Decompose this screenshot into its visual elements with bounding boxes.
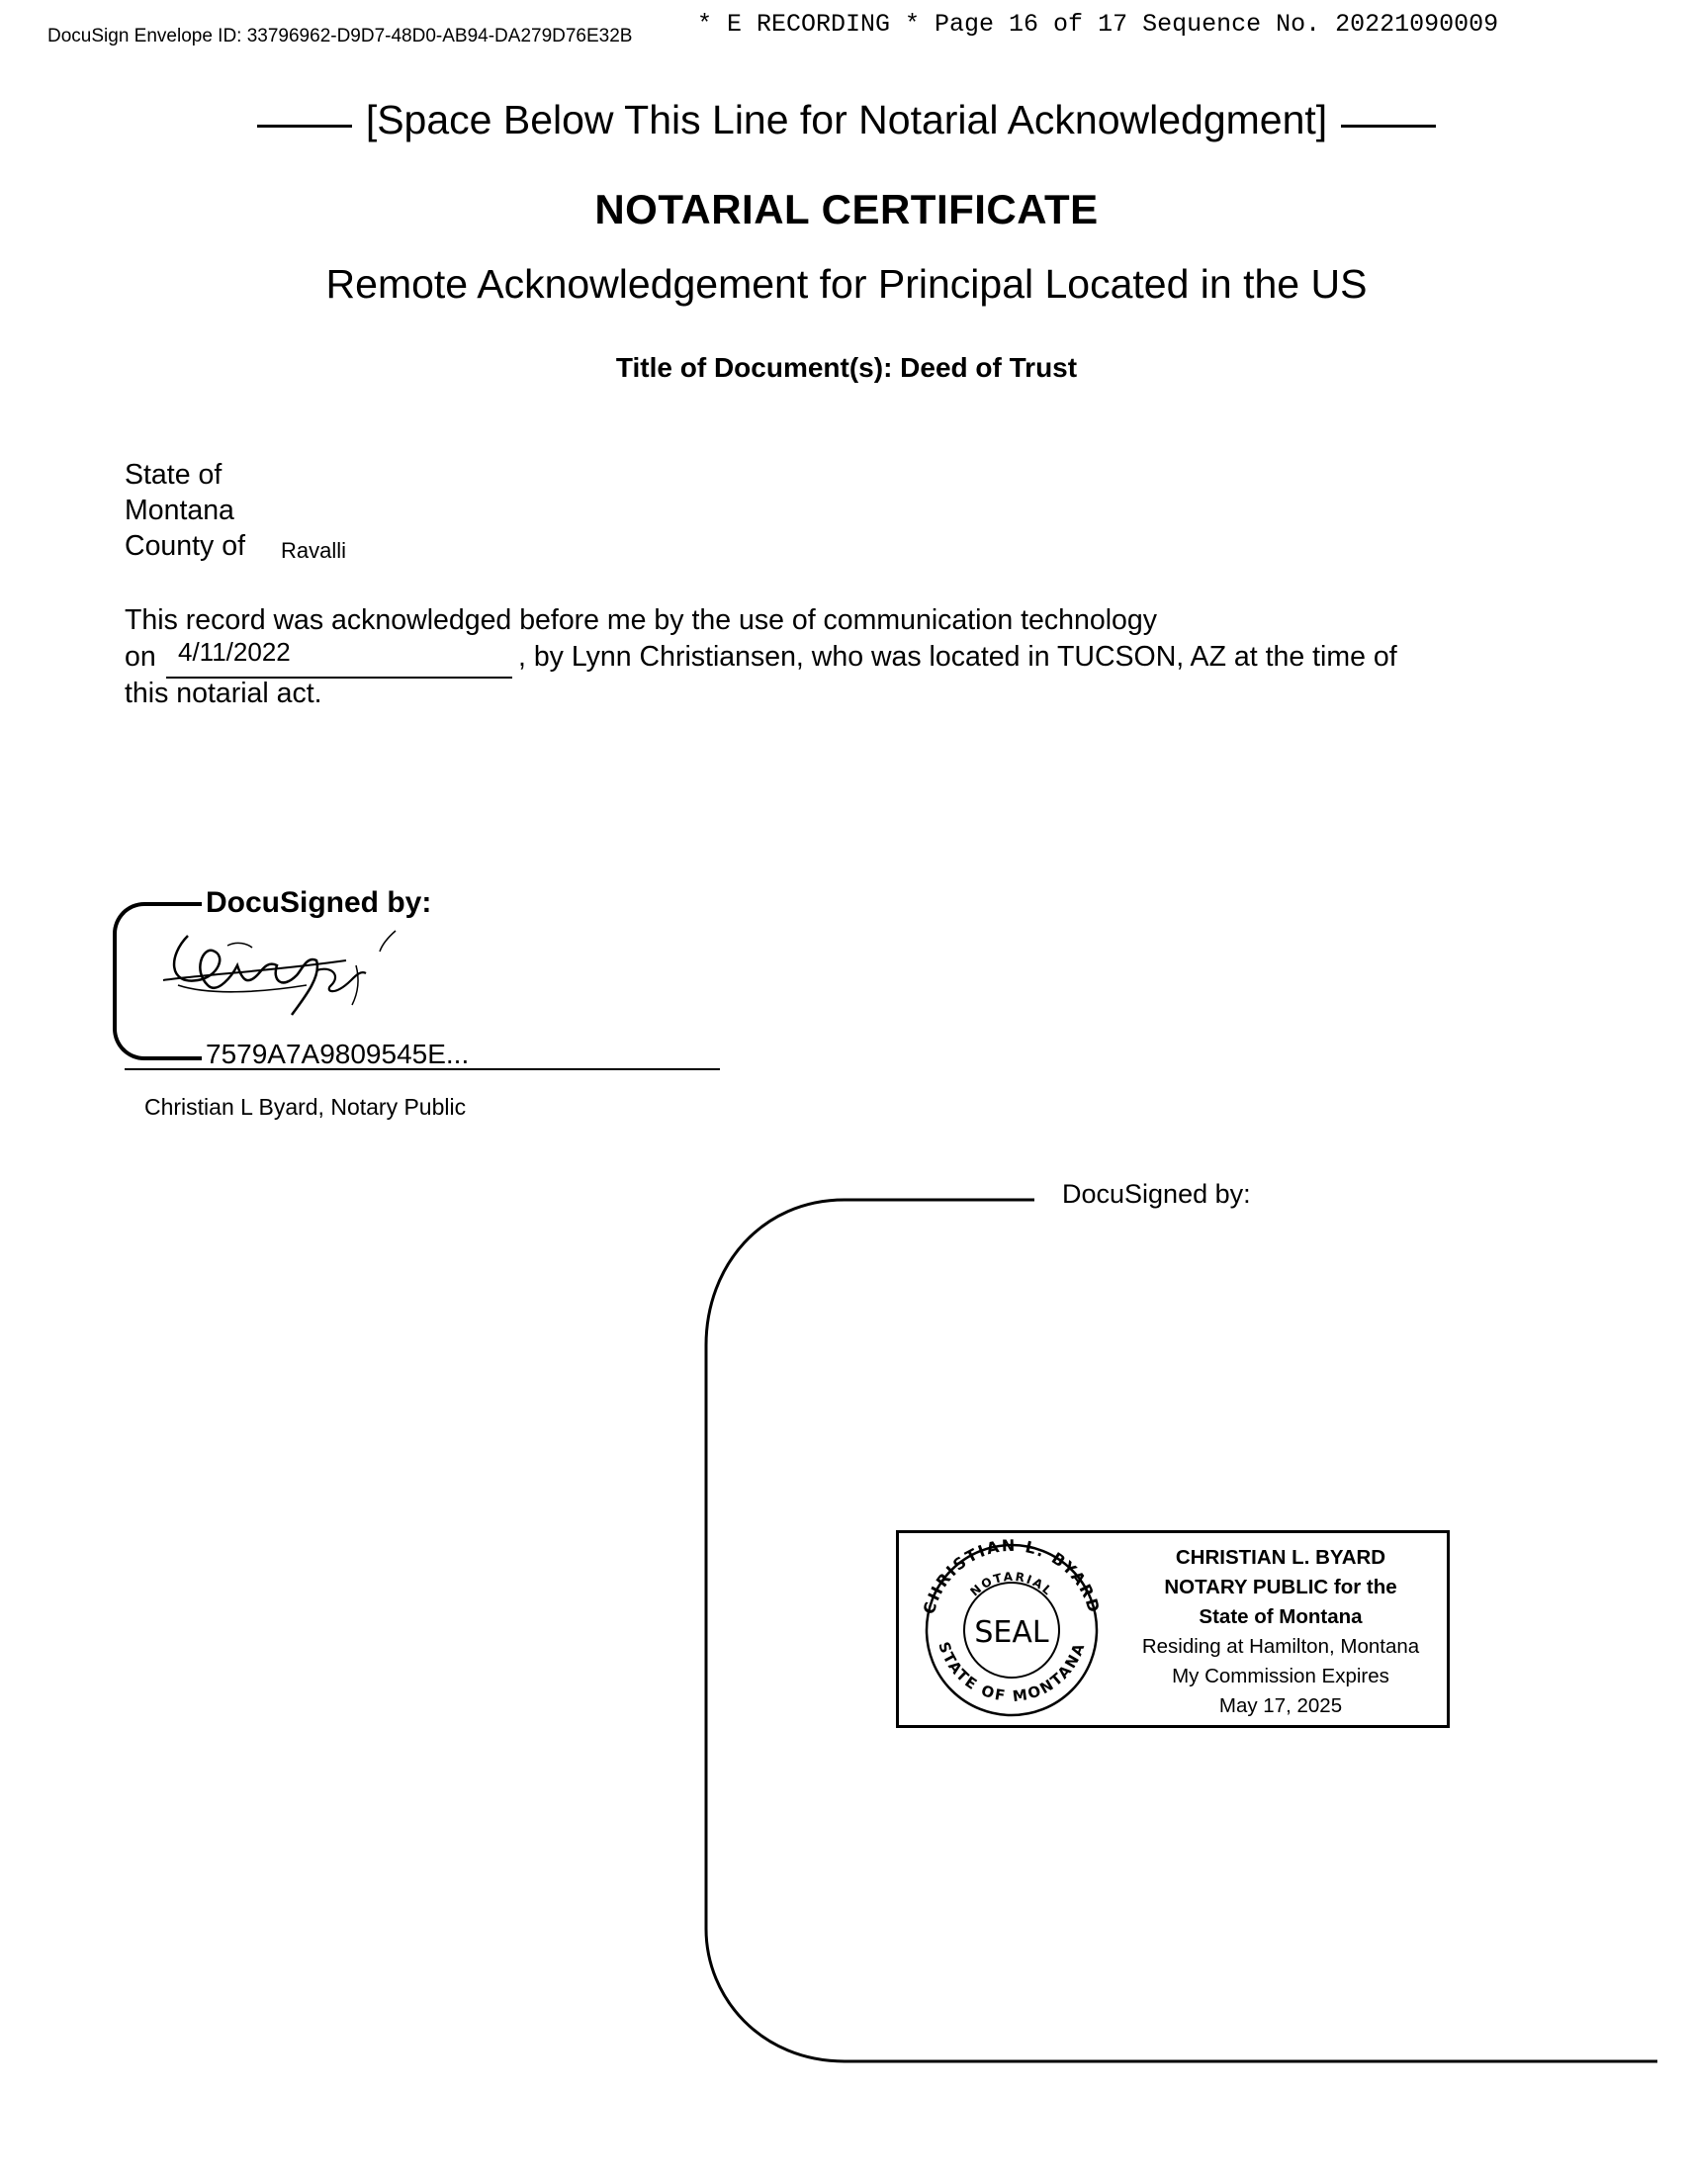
seal-center-text: SEAL	[974, 1615, 1049, 1650]
notarial-seal-emblem	[908, 1539, 1115, 1717]
seal-docusigned-by-label: DocuSigned by:	[1062, 1179, 1251, 1209]
stamp-line-name: CHRISTIAN L. BYARD	[1175, 1546, 1386, 1569]
recording-stamp: * E RECORDING * Page 16 of 17 Sequence No. 20221090009	[697, 10, 1499, 39]
seal-ring-top-text: CHRISTIAN L. BYARD	[919, 1539, 1105, 1616]
state-value: Montana	[125, 495, 234, 526]
acknowledgment-line-1: This record was acknowledged before me by the use of communication technology	[125, 604, 1157, 636]
seal-ring-inner-text: NOTARIAL	[967, 1569, 1056, 1599]
svg-text:NOTARIAL	[967, 1570, 1055, 1599]
seal-ring-bottom-text: STATE OF MONTANA	[935, 1639, 1089, 1706]
state-label: State of	[125, 459, 223, 491]
stamp-line-commission-label: My Commission Expires	[1172, 1665, 1389, 1687]
docusign-signature-id: 7579A7A9809545E...	[206, 1039, 470, 1069]
stamp-line-commission-date: May 17, 2025	[1218, 1694, 1343, 1717]
acknowledgment-on-label: on	[125, 641, 156, 673]
certificate-title: NOTARIAL CERTIFICATE	[594, 186, 1099, 232]
stamp-line-title: NOTARY PUBLIC for the	[1164, 1576, 1397, 1598]
notary-name-caption: Christian L Byard, Notary Public	[144, 1094, 467, 1120]
acknowledgment-line-2: , by Lynn Christiansen, who was located in TUCSON, AZ at the time of	[518, 641, 1397, 673]
acknowledgment-date-field: 4/11/2022	[166, 637, 512, 679]
acknowledgment-line-3: this notarial act.	[125, 678, 322, 709]
county-label: County of	[125, 530, 245, 562]
document-title: Title of Document(s): Deed of Trust	[615, 352, 1078, 383]
envelope-id: DocuSign Envelope ID: 33796962-D9D7-48D0-AB94-DA279D76E32B	[47, 26, 633, 46]
space-line-text: [Space Below This Line for Notarial Acknowledgment]	[365, 97, 1328, 142]
certificate-subtitle: Remote Acknowledgement for Principal Located in the US	[325, 261, 1368, 307]
county-value: Ravalli	[281, 538, 347, 563]
stamp-line-state: State of Montana	[1199, 1605, 1363, 1628]
stamp-line-residence: Residing at Hamilton, Montana	[1141, 1635, 1420, 1658]
notary-stamp-text	[1127, 1543, 1434, 1721]
docusigned-by-label: DocuSigned by:	[206, 886, 432, 919]
